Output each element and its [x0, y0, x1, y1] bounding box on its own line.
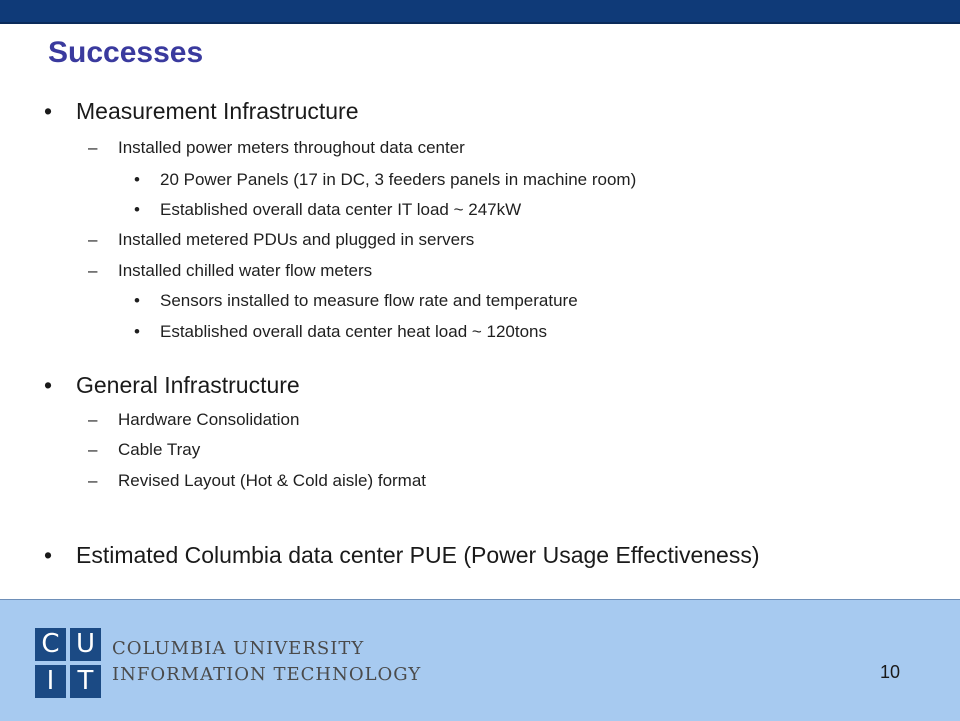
list-item: Installed chilled water flow meters: [118, 261, 373, 280]
dash-marker: –: [88, 261, 98, 280]
section-heading-general: General Infrastructure: [76, 372, 300, 398]
section-heading-measurement: Measurement Infrastructure: [76, 98, 359, 124]
bullet-marker: •: [44, 372, 53, 398]
logo-letter: U: [70, 628, 101, 661]
top-header-bar: [0, 0, 960, 24]
list-item: Cable Tray: [118, 440, 201, 459]
subbullet-marker: •: [134, 170, 140, 189]
logo-text-it: INFORMATION TECHNOLOGY: [112, 664, 422, 685]
slide-title: Successes: [48, 36, 204, 69]
logo-letter: T: [70, 665, 101, 698]
subbullet-marker: •: [134, 291, 140, 310]
sub-list-item: 20 Power Panels (17 in DC, 3 feeders panels in machine room): [160, 170, 637, 189]
sub-list-item: Sensors installed to measure flow rate and temperature: [160, 291, 578, 310]
list-item: Installed metered PDUs and plugged in servers: [118, 230, 475, 249]
sub-list-item: Established overall data center heat load ~ 120tons: [160, 322, 548, 341]
list-item: Revised Layout (Hot & Cold aisle) format: [118, 471, 427, 490]
cuit-logo-mark: [35, 628, 101, 698]
dash-marker: –: [88, 138, 98, 157]
page-number: 10: [880, 662, 901, 682]
dash-marker: –: [88, 410, 98, 429]
subbullet-marker: •: [134, 200, 140, 219]
logo-letter: C: [35, 628, 66, 661]
footer-band: [0, 599, 960, 721]
list-item: Hardware Consolidation: [118, 410, 300, 429]
subbullet-marker: •: [134, 322, 140, 341]
list-item: Installed power meters throughout data center: [118, 138, 465, 157]
section-heading-pue: Estimated Columbia data center PUE (Power Usage Effectiveness): [76, 542, 760, 568]
dash-marker: –: [88, 471, 98, 490]
dash-marker: –: [88, 230, 98, 249]
bullet-marker: •: [44, 98, 53, 124]
bullet-marker: •: [44, 542, 53, 568]
dash-marker: –: [88, 440, 98, 459]
logo-letter: I: [35, 665, 66, 698]
sub-list-item: Established overall data center IT load ~ 247kW: [160, 200, 522, 219]
logo-text-university: COLUMBIA UNIVERSITY: [112, 638, 365, 659]
